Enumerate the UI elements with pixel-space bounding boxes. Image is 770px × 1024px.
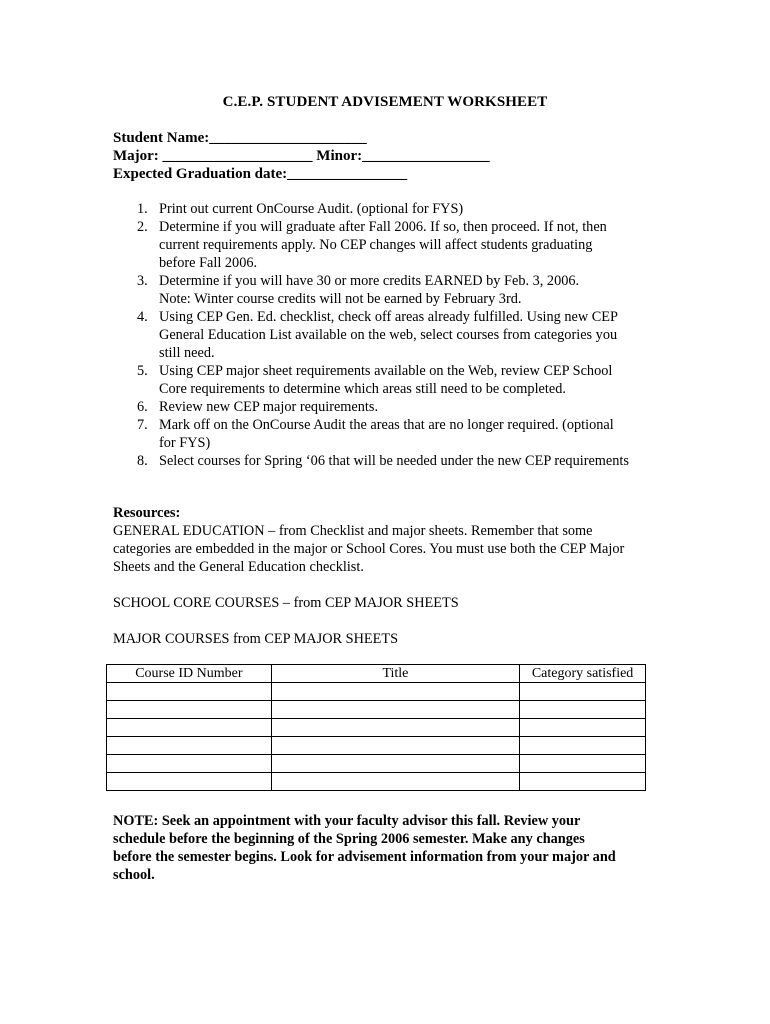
list-item <box>113 218 673 272</box>
table-cell[interactable] <box>520 701 646 719</box>
table-cell[interactable] <box>520 737 646 755</box>
table-cell[interactable] <box>520 773 646 791</box>
table-header-row <box>107 665 646 683</box>
note-line: school. <box>113 867 155 883</box>
table-cell[interactable] <box>520 719 646 737</box>
table-cell[interactable] <box>271 701 519 719</box>
header-course-id: Course ID Number <box>107 665 272 683</box>
graduation-date-field[interactable]: Expected Graduation date:________________ <box>113 166 408 182</box>
table-cell[interactable] <box>271 683 519 701</box>
step-text: Using CEP major sheet requirements available on the Web, review CEP School <box>159 363 613 379</box>
school-core-line: SCHOOL CORE COURSES – from CEP MAJOR SHEETS <box>113 595 459 611</box>
step-number: 6. <box>137 399 148 415</box>
table-row <box>107 683 646 701</box>
list-item <box>113 398 673 416</box>
step-text: Core requirements to determine which areas still need to be completed. <box>159 381 566 397</box>
list-item <box>113 416 673 452</box>
table-cell[interactable] <box>107 701 272 719</box>
note-line: before the semester begins. Look for advisement information from your major and <box>113 849 616 865</box>
step-text: Review new CEP major requirements. <box>159 399 379 415</box>
advisor-note <box>113 812 658 884</box>
step-text: Using CEP Gen. Ed. checklist, check off areas already fulfilled. Using new CEP <box>159 309 618 325</box>
step-text: Note: Winter course credits will not be earned by February 3rd. <box>159 291 522 307</box>
student-info-fields <box>113 129 490 183</box>
table-row <box>107 737 646 755</box>
steps-list <box>113 200 673 470</box>
paragraph-line: Sheets and the General Education checklist. <box>113 559 364 575</box>
step-number: 1. <box>137 201 148 217</box>
list-item <box>113 272 673 308</box>
page-title: C.E.P. STUDENT ADVISEMENT WORKSHEET <box>222 94 548 110</box>
list-item <box>113 362 673 398</box>
major-minor-field[interactable]: Major: ____________________ Minor:_________________ <box>113 148 490 164</box>
list-item <box>113 452 673 470</box>
step-text: still need. <box>159 345 215 361</box>
major-courses-line: MAJOR COURSES from CEP MAJOR SHEETS <box>113 631 399 647</box>
course-table <box>106 664 646 791</box>
table-cell[interactable] <box>107 683 272 701</box>
step-text: for FYS) <box>159 435 211 451</box>
step-number: 8. <box>137 453 148 469</box>
note-line: schedule before the beginning of the Spring 2006 semester. Make any changes <box>113 831 585 847</box>
paragraph-line: categories are embedded in the major or School Cores. You must use both the CEP Major <box>113 541 625 557</box>
table-row <box>107 719 646 737</box>
step-text: General Education List available on the web, select courses from categories you <box>159 327 618 343</box>
header-title: Title <box>271 665 519 683</box>
step-number: 3. <box>137 273 148 289</box>
table-cell[interactable] <box>271 719 519 737</box>
table-row <box>107 755 646 773</box>
table-cell[interactable] <box>271 773 519 791</box>
table-cell[interactable] <box>107 755 272 773</box>
step-text: Mark off on the OnCourse Audit the areas that are no longer required. (optional <box>159 417 614 433</box>
table-row <box>107 773 646 791</box>
student-name-field[interactable]: Student Name:_____________________ <box>113 130 367 146</box>
list-item <box>113 200 673 218</box>
step-text: current requirements apply. No CEP changes will affect students graduating <box>159 237 593 253</box>
step-text: before Fall 2006. <box>159 255 258 271</box>
step-number: 5. <box>137 363 148 379</box>
step-number: 7. <box>137 417 148 433</box>
table-cell[interactable] <box>520 755 646 773</box>
step-number: 4. <box>137 309 148 325</box>
table-cell[interactable] <box>107 773 272 791</box>
general-education-paragraph <box>113 522 661 576</box>
step-text: Select courses for Spring ‘06 that will be needed under the new CEP requirements <box>159 453 629 469</box>
step-text: Determine if you will graduate after Fall 2006. If so, then proceed. If not, then <box>159 219 607 235</box>
table-cell[interactable] <box>271 737 519 755</box>
list-item <box>113 308 673 362</box>
paragraph-line: GENERAL EDUCATION – from Checklist and major sheets. Remember that some <box>113 523 593 539</box>
table-row <box>107 701 646 719</box>
header-category: Category satisfied <box>520 665 646 683</box>
step-text: Determine if you will have 30 or more credits EARNED by Feb. 3, 2006. <box>159 273 580 289</box>
table-cell[interactable] <box>107 737 272 755</box>
table-cell[interactable] <box>107 719 272 737</box>
table-cell[interactable] <box>520 683 646 701</box>
resources-heading: Resources: <box>113 505 181 521</box>
step-text: Print out current OnCourse Audit. (optional for FYS) <box>159 201 464 217</box>
table-cell[interactable] <box>271 755 519 773</box>
step-number: 2. <box>137 219 148 235</box>
note-line: NOTE: Seek an appointment with your faculty advisor this fall. Review your <box>113 813 581 829</box>
